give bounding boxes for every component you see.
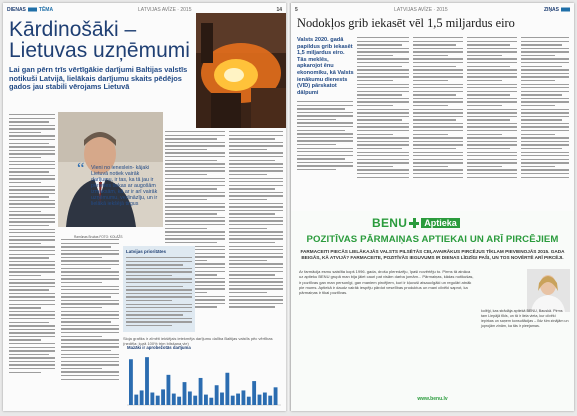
right-page-runner — [295, 6, 570, 13]
chart-bar-14 — [199, 378, 203, 405]
sidebar-box-text — [126, 257, 192, 326]
right-newspaper-page — [291, 3, 574, 411]
benu-advertisement — [291, 211, 574, 411]
body-column-4 — [229, 131, 283, 310]
chart-bar-17 — [215, 385, 219, 405]
right-body-column-3 — [413, 37, 463, 180]
pull-quote: Vieni no ieneslein- kājaki Lietuvā notiek vairāk darījumu, ir tas, ka tā jau ir pērieties tiekas ar augošām izmaksām, kā ar ir arī vairāk uzņēmumu, vedināzīju, un ir lielākā iekšējā tirgus — [91, 165, 158, 208]
right-body-column-4 — [467, 37, 517, 180]
chart-bar-9 — [172, 394, 176, 405]
chart-bar-19 — [225, 373, 229, 405]
chart-bar-21 — [236, 394, 240, 405]
chart-bar-20 — [231, 396, 235, 405]
benu-brand-suffix: Aptieka — [421, 218, 460, 228]
chart-bar-8 — [167, 375, 171, 405]
headline-line-2: Lietuvas uzņēmumi — [9, 39, 190, 63]
article-lead: Lai gan pērn trīs vērtīgākie darījumi Baltijas valstīs notikuši Latvijā, lielākais darījumu skaits pēdējos gados jau stabili vērojams Lietuvā — [9, 65, 188, 92]
ad-subheadline: FARMACEITI PIECĀS LIELĀKAJĀS VALSTS PILSĒTĀS CEĻAVAIRĀKUS PIRCĒJUS TĪKLAM PIEVIENOJĀS 2015. GADA BEIGĀS, KĀ ATVIJĀ? FARMACEITE, POZITĪVĀS IEGUVUMS IR DIENAS LĪDZĪGI PAŠI, UN TOS NOVĒRTĒ ARĪ PIRCĒJI. — [300, 249, 565, 260]
ad-website: www.benu.lv — [417, 396, 448, 402]
section-label: DIENAS — [7, 6, 26, 13]
chart-bar-15 — [204, 395, 208, 405]
right-body-column-2 — [357, 37, 409, 180]
headline-line-1: Kārdinošāki – — [9, 18, 137, 41]
sidebar-box-title: Latvijas prioritātes — [126, 249, 167, 254]
chart-bar-12 — [188, 391, 192, 405]
left-newspaper-page — [3, 3, 286, 411]
quote-mark-icon: “ — [77, 159, 85, 178]
section-divider-icon — [28, 7, 37, 12]
right-page-number: 5 — [295, 6, 298, 13]
chart-bars — [129, 357, 278, 405]
chart-bar-25 — [258, 395, 262, 405]
chart-bar-13 — [193, 396, 197, 405]
chart-bar-10 — [177, 397, 181, 405]
right-article-headline: Nodokļos grib iekasēt vēl 1,5 miljardus eiro — [297, 16, 515, 30]
chart-bar-16 — [209, 398, 213, 405]
right-article-lead: Valsts 2020. gadā papildus grib iekasēt 1,5 miljardus eiro. Tās meklēs, apkarojot ēnu ekonomiku, kā Valsts ienākumu dienests (VID) pārskatot dālpumi — [297, 37, 354, 96]
chart-bar-7 — [161, 389, 165, 405]
right-section-label: ZIŅAS — [544, 6, 559, 13]
sidebar-box — [123, 246, 195, 332]
chart-bar-3 — [140, 390, 144, 405]
right-runner-meta: LATVIJAS AVĪZE · 2015 — [394, 6, 448, 13]
chart-plot — [123, 333, 283, 409]
body-column-1 — [9, 114, 55, 375]
benu-logo — [372, 216, 460, 230]
chart-bar-26 — [263, 393, 267, 405]
ad-headline: POZITĪVAS PĀRMAIŅAS APTIEKAI UN ARĪ PIRCĒJIEM — [306, 234, 559, 245]
chart-bar-4 — [145, 357, 149, 405]
deals-chart — [123, 333, 283, 409]
right-section-tag — [544, 7, 570, 13]
photo-caption: Ramūnas Bružas FOTO: KOLĀŽS — [74, 235, 123, 239]
chart-bar-27 — [268, 396, 272, 405]
chart-bar-1 — [129, 359, 133, 405]
runner-meta: LATVIJAS AVĪZE · 2015 — [138, 6, 192, 13]
left-page-runner — [7, 6, 282, 13]
chart-bar-6 — [156, 396, 160, 405]
pharmacy-cross-icon — [409, 218, 419, 228]
factory-photo — [196, 13, 286, 128]
benu-brand: BENU — [372, 216, 408, 230]
page-number: 14 — [276, 6, 282, 13]
section-tag — [7, 7, 53, 13]
ad-body-text: Ar farmācija esmu saistīta kopš 1996. gada, drošu pi̇eredzēju, īpaši novērtēju to. Pirms tā atnāca uz aptieku BENU grupā man bija jāiet cauri pat visām darba jomām... Pārmaiņas, kādas notikušas, ir pozitīvas gan man personīgi, gan maniem pircējiem, kuri ir kļuvuši atsaucīgāki un regulāri atnāk pie mums. Aptiekā ir daudz vairāk iespēju pārdot veselības produktus un mani cilvēki saprot, ka pārmaiņas ir tikai pozitīvas. — [299, 269, 474, 296]
right-section-divider-icon — [561, 7, 570, 12]
right-body-column-5 — [521, 37, 569, 180]
chart-bar-11 — [183, 382, 187, 405]
article-headline — [9, 19, 199, 62]
right-body-column-1 — [297, 101, 353, 173]
chart-bar-24 — [252, 381, 256, 405]
chart-subtitle: Mazāki ir aprobežotās darījuma — [127, 345, 191, 350]
body-column-2 — [61, 239, 119, 382]
chart-title: Sloja grafiks ir zīmēti iekšējais ietekmēja darījumu dalība Baltijas valstīs pēc vērtības (nedēļa: kurā 100% trim bilsšana vie) — [123, 336, 273, 346]
chart-bar-23 — [247, 397, 251, 405]
ad-side-text: kolēģi, kas strādāja aptiekā BENU, Bauskā. Pirms tam Liepājā tīkls, un tā ir liela vieta, kur cilvēki iepirkas un saņem konsultācijas – līdz šim zinājām un joprojām zinām, ka tās ir pieejamas. — [481, 309, 569, 328]
pharmacist-photo — [527, 269, 570, 312]
chart-bar-18 — [220, 393, 224, 405]
chart-bar-2 — [134, 395, 138, 405]
chart-bar-5 — [150, 393, 154, 405]
section-accent-label: TĒMA — [38, 6, 54, 13]
chart-bar-22 — [242, 390, 246, 405]
chart-bar-28 — [274, 387, 278, 405]
